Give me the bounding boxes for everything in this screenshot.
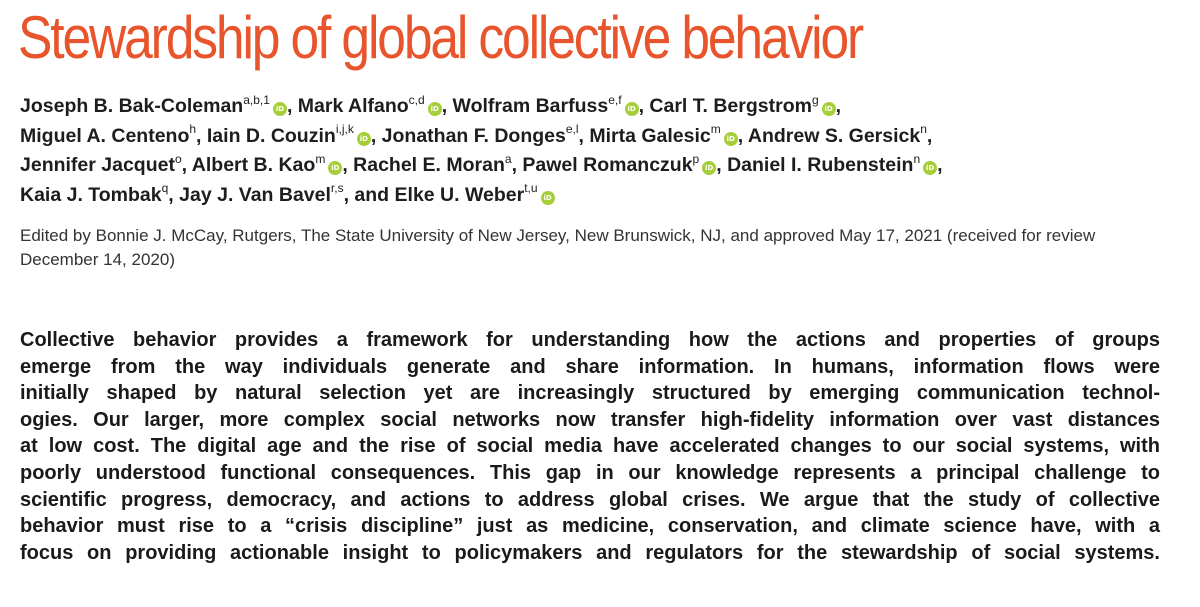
author-line bbox=[20, 181, 1180, 211]
author-name[interactable]: Wolfram Barfuss bbox=[452, 95, 609, 117]
author-affiliation: n bbox=[920, 122, 927, 136]
author-affiliation: n bbox=[913, 151, 921, 166]
author-affiliation: h bbox=[189, 122, 197, 136]
author-separator: , bbox=[578, 124, 590, 147]
author-separator: , and bbox=[343, 183, 395, 206]
abstract-line: emerge from the way individuals generate and share information. In humans, information flows were bbox=[20, 355, 1160, 378]
abstract-line: scientific progress, democracy, and actions to address global crises. We argue that the study of collective bbox=[20, 488, 1160, 511]
author-affiliation: e,l bbox=[565, 122, 579, 136]
author-separator: , bbox=[937, 154, 943, 176]
orcid-icon[interactable]: iD bbox=[273, 102, 287, 116]
abstract-line: Collective behavior provides a framework for understanding how the actions and properties of groups bbox=[20, 329, 1160, 351]
orcid-icon[interactable]: iD bbox=[541, 191, 555, 205]
orcid-icon[interactable]: iD bbox=[625, 102, 639, 116]
author-affiliation: e,f bbox=[608, 92, 622, 107]
author-line bbox=[20, 92, 1180, 122]
author-separator: , bbox=[835, 95, 842, 117]
author-affiliation: i,j,k bbox=[335, 122, 354, 136]
author-separator: , bbox=[441, 95, 453, 117]
author-affiliation: c,d bbox=[408, 92, 425, 107]
author-name[interactable]: Elke U. Weber bbox=[394, 183, 525, 206]
author-separator: , bbox=[342, 154, 354, 176]
author-name[interactable]: Mark Alfano bbox=[297, 95, 409, 117]
author-name[interactable]: Pawel Romanczuk bbox=[522, 154, 693, 176]
abstract-line: focus on providing actionable insight to policymakers and regulators for the stewardship of social systems. bbox=[20, 541, 1160, 564]
author-name[interactable]: Andrew S. Gersick bbox=[747, 124, 921, 147]
editor-note: Edited by Bonnie J. McCay, Rutgers, The State University of New Jersey, New Brunswick, NJ, and approved May 17, 2021 (received for review December 14, 2020) bbox=[20, 226, 1096, 269]
author-name[interactable]: Kaia J. Tombak bbox=[20, 183, 162, 206]
author-affiliation: m bbox=[315, 151, 326, 166]
abstract-line: ogies. Our larger, more complex social networks now transfer high-fidelity information over vast distances bbox=[20, 408, 1160, 431]
orcid-icon[interactable]: iD bbox=[328, 161, 342, 175]
author-separator: , bbox=[286, 95, 298, 117]
orcid-icon[interactable]: iD bbox=[702, 161, 716, 175]
author-name[interactable]: Rachel E. Moran bbox=[353, 154, 505, 176]
orcid-icon[interactable]: iD bbox=[822, 102, 836, 116]
author-name[interactable]: Iain D. Couzin bbox=[206, 124, 336, 147]
author-separator: , bbox=[737, 124, 748, 147]
article-title: Stewardship of global collective behavior bbox=[18, 4, 863, 71]
author-affiliation: p bbox=[692, 151, 700, 166]
author-separator: , bbox=[926, 124, 933, 147]
author-separator: , bbox=[511, 154, 523, 176]
author-name[interactable]: Mirta Galesic bbox=[589, 124, 711, 147]
author-separator: , bbox=[716, 154, 728, 176]
orcid-icon[interactable]: iD bbox=[724, 132, 738, 146]
author-name[interactable]: Jay J. Van Bavel bbox=[179, 183, 331, 206]
author-affiliation: a,b,1 bbox=[243, 92, 270, 107]
author-affiliation: r,s bbox=[330, 181, 344, 195]
author-affiliation: q bbox=[161, 181, 169, 195]
orcid-icon[interactable]: iD bbox=[428, 102, 442, 116]
author-affiliation: m bbox=[710, 122, 721, 136]
abstract-line: behavior must rise to a “crisis discipline” just as medicine, conservation, and climate science have, with a bbox=[20, 515, 1160, 538]
author-affiliation: o bbox=[174, 151, 182, 166]
abstract bbox=[20, 327, 1160, 566]
author-name[interactable]: Carl T. Bergstrom bbox=[649, 95, 812, 117]
author-separator: , bbox=[181, 154, 192, 176]
author-name[interactable]: Joseph B. Bak-Coleman bbox=[20, 95, 244, 117]
author-separator: , bbox=[370, 124, 382, 147]
orcid-icon[interactable]: iD bbox=[357, 132, 371, 146]
author-name[interactable]: Jennifer Jacquet bbox=[20, 154, 175, 176]
author-list bbox=[20, 92, 1180, 210]
author-name[interactable]: Albert B. Kao bbox=[191, 154, 316, 176]
author-separator: , bbox=[168, 183, 180, 206]
author-separator: , bbox=[196, 124, 207, 147]
author-affiliation: a bbox=[504, 151, 512, 166]
author-line bbox=[20, 122, 1180, 152]
author-name[interactable]: Daniel I. Rubenstein bbox=[727, 154, 914, 176]
abstract-line: at low cost. The digital age and the rise of social media have accelerated changes to our social systems, with bbox=[20, 435, 1160, 458]
abstract-line: initially shaped by natural selection yet are increasingly structured by emerging communication technol- bbox=[20, 382, 1160, 405]
author-line bbox=[20, 151, 1180, 181]
orcid-icon[interactable]: iD bbox=[923, 161, 937, 175]
author-affiliation: t,u bbox=[524, 181, 538, 195]
abstract-line: poorly understood functional consequences. This gap in our knowledge represents a principal challenge to bbox=[20, 461, 1160, 484]
author-separator: , bbox=[638, 95, 650, 117]
author-name[interactable]: Jonathan F. Donges bbox=[381, 124, 566, 147]
author-name[interactable]: Miguel A. Centeno bbox=[20, 124, 190, 147]
author-affiliation: g bbox=[811, 92, 819, 107]
